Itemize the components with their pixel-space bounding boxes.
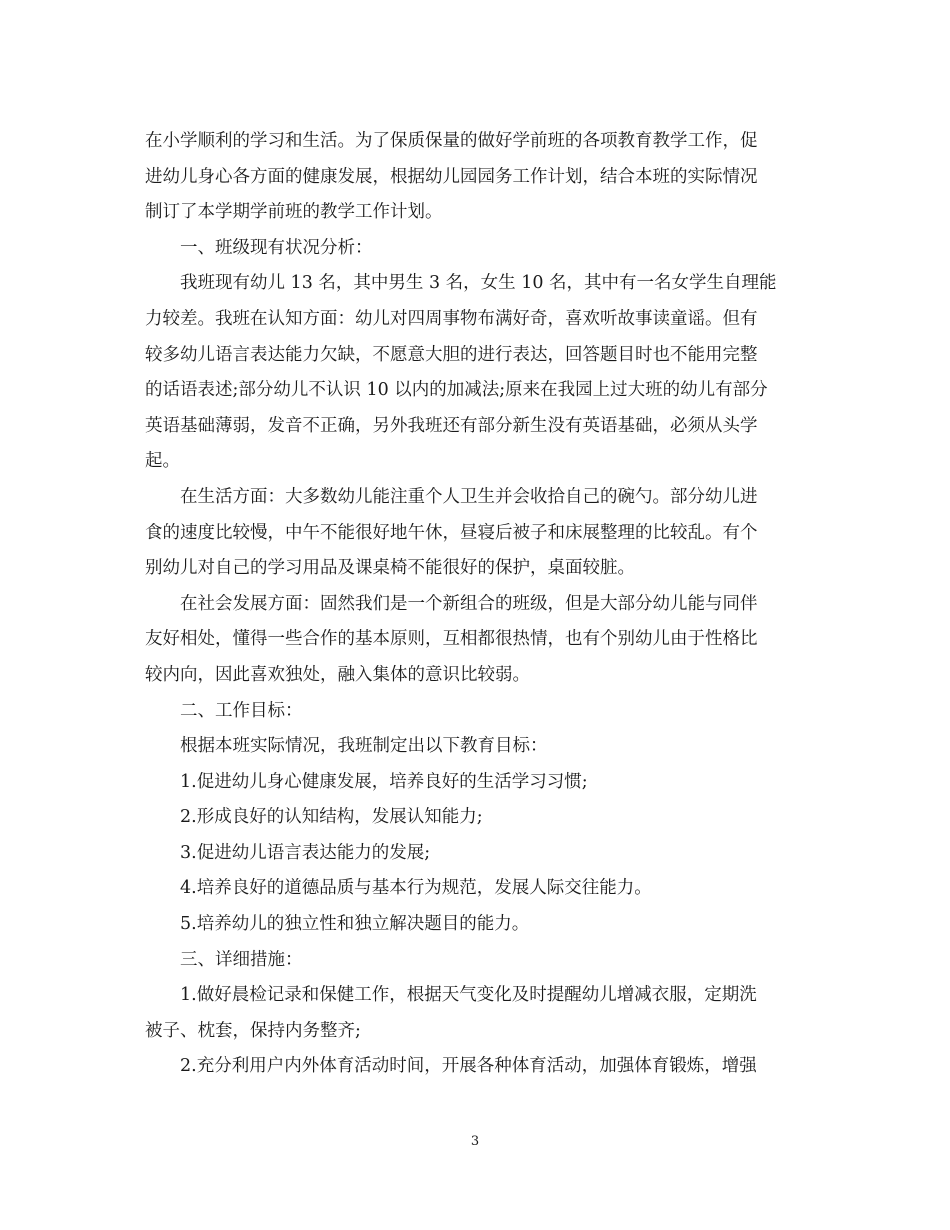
text-line: 的话语表述;部分幼儿不认识 10 以内的加减法;原来在我园上过大班的幼儿有部分 (145, 380, 768, 401)
text-line: 食的速度比较慢，中午不能很好地午休，昼寝后被子和床展整理的比较乱。有个 (145, 522, 758, 543)
text-line: 4.培养良好的道德品质与基本行为规范，发展人际交往能力。 (180, 878, 652, 899)
page-number: 3 (470, 1134, 480, 1149)
text-line: 5.培养幼儿的独立性和独立解决题目的能力。 (180, 914, 530, 935)
text-line: 1.促进幼儿身心健康发展，培养良好的生活学习习惯; (180, 771, 588, 792)
text-line: 根据本班实际情况，我班制定出以下教育目标： (180, 736, 548, 757)
text-line: 英语基础薄弱，发音不正确，另外我班还有部分新生没有英语基础，必须从头学 (145, 415, 758, 436)
text-line: 二、工作目标： (180, 700, 303, 721)
text-line: 较内向，因此喜欢独处，融入集体的意识比较弱。 (145, 664, 530, 685)
text-line: 被子、枕套，保持内务整齐; (145, 1020, 361, 1041)
text-line: 制订了本学期学前班的教学工作计划。 (145, 202, 443, 223)
document-body (145, 124, 805, 1085)
text-line: 一、班级现有状况分析： (180, 237, 373, 258)
text-line: 在社会发展方面：固然我们是一个新组合的班级，但是大部分幼儿能与同伴 (180, 593, 758, 614)
text-line: 3.促进幼儿语言表达能力的发展; (180, 842, 431, 863)
text-line: 在小学顺利的学习和生活。为了保质保量的做好学前班的各项教育教学工作，促 (145, 131, 758, 151)
text-line: 1.做好晨检记录和保健工作，根据天气变化及时提醒幼儿增减衣服，定期洗 (180, 985, 757, 1006)
text-line: 我班现有幼儿 13 名，其中男生 3 名，女生 10 名，其中有一名女学生自理能 (180, 273, 777, 294)
text-line: 三、详细措施： (180, 949, 303, 970)
text-line: 进幼儿身心各方面的健康发展，根据幼儿园园务工作计划，结合本班的实际情况 (145, 166, 758, 187)
text-line: 友好相处，懂得一些合作的基本原则，互相都很热情，也有个别幼儿由于性格比 (145, 629, 758, 650)
text-line: 2.充分利用户内外体育活动时间，开展各种体育活动，加强体育锻炼，增强 (180, 1056, 757, 1077)
text-line: 起。 (145, 451, 180, 472)
text-line: 2.形成良好的认知结构，发展认知能力; (180, 807, 483, 828)
text-line: 别幼儿对自己的学习用品及课桌椅不能很好的保护，桌面较脏。 (145, 558, 635, 579)
text-line: 较多幼儿语言表达能力欠缺，不愿意大胆的进行表达，回答题目时也不能用完整 (145, 344, 758, 365)
text-line: 在生活方面：大多数幼儿能注重个人卫生并会收拾自己的碗勺。部分幼儿进 (180, 486, 758, 507)
text-line: 力较差。我班在认知方面：幼儿对四周事物布满好奇，喜欢听故事读童谣。但有 (145, 308, 758, 329)
